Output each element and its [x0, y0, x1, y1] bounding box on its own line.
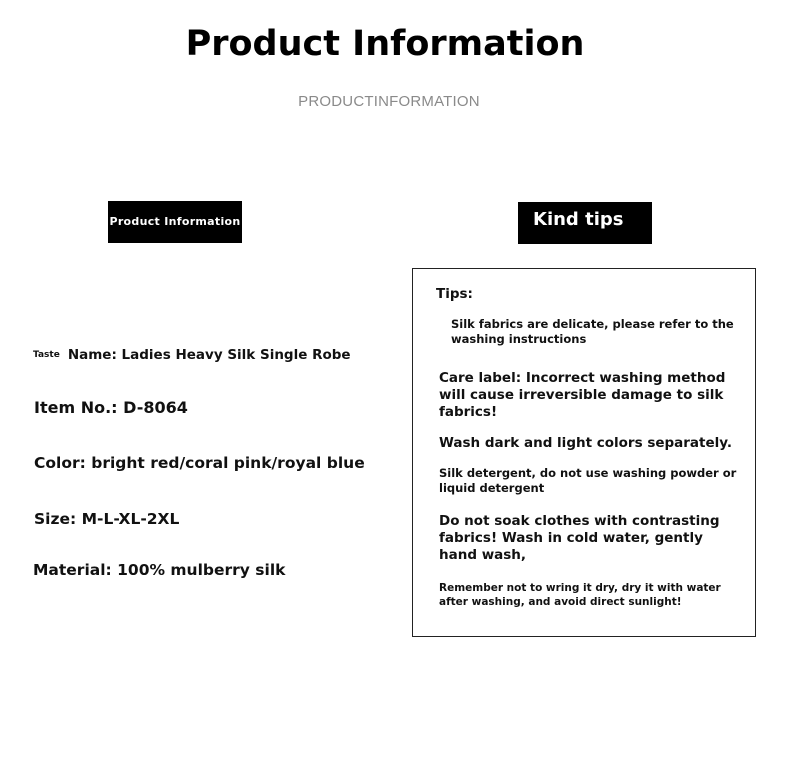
page-subtitle: PRODUCTINFORMATION [298, 93, 480, 110]
tip-item: Remember not to wring it dry, dry it with water after washing, and avoid direct sunlight! [439, 582, 721, 608]
page-title: Product Information [185, 24, 585, 64]
product-name-row [33, 347, 351, 363]
product-name: Name: Ladies Heavy Silk Single Robe [67, 347, 351, 363]
tips-box [412, 268, 756, 637]
tip-item: Silk detergent, do not use washing powder or liquid detergent [439, 466, 737, 495]
tip-item: Do not soak clothes with contrasting fabrics! Wash in cold water, gently hand wash, [439, 513, 720, 563]
product-size: Size: M-L-XL-2XL [34, 510, 180, 528]
tip-item: Wash dark and light colors separately. [439, 435, 732, 451]
product-material: Material: 100% mulberry silk [33, 561, 286, 579]
tip-item: Silk fabrics are delicate, please refer to the washing instructions [451, 317, 734, 346]
product-information-badge: Product Information [108, 201, 242, 243]
taste-tag: Taste [33, 350, 60, 360]
tip-item: Care label: Incorrect washing method will cause irreversible damage to silk fabrics! [439, 370, 726, 420]
product-color: Color: bright red/coral pink/royal blue [34, 454, 365, 472]
product-item-number: Item No.: D-8064 [34, 398, 188, 417]
kind-tips-badge: Kind tips [518, 202, 652, 244]
tips-heading: Tips: [436, 286, 473, 302]
